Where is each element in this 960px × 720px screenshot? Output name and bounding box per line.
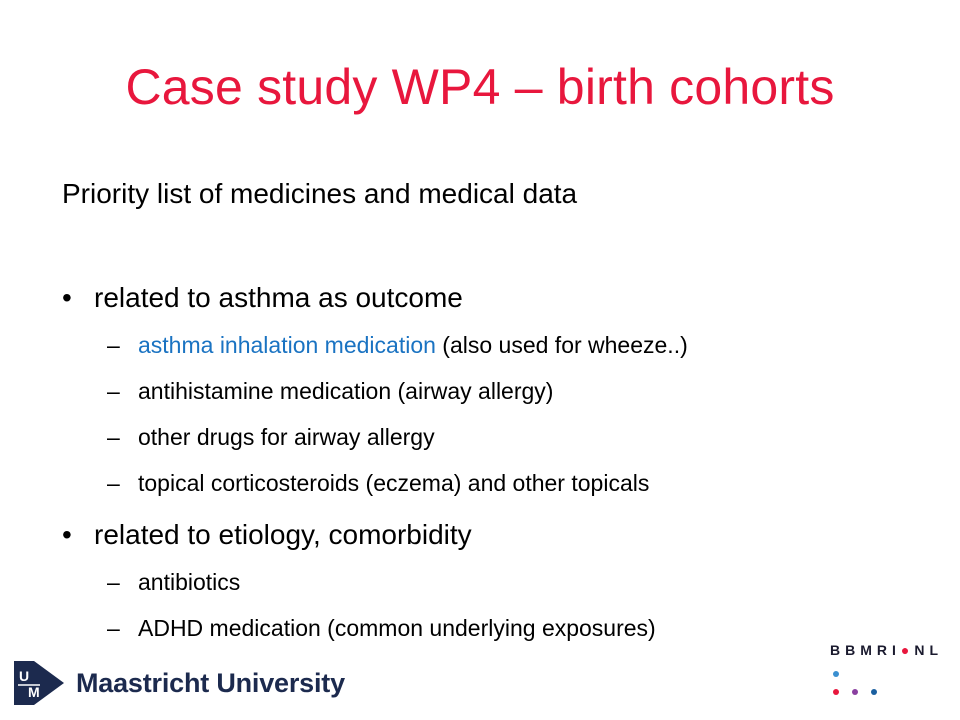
bbmri-separator-dot: ● bbox=[900, 642, 915, 658]
slide-subtitle: Priority list of medicines and medical data bbox=[62, 178, 578, 209]
subitem-asthma-inhalation bbox=[107, 332, 688, 359]
subitem-highlight: asthma inhalation medication bbox=[138, 332, 436, 358]
dash: – bbox=[107, 615, 120, 641]
subitem-adhd bbox=[107, 615, 656, 642]
subitem-antihistamine bbox=[107, 378, 553, 405]
bullet-text: related to asthma as outcome bbox=[94, 282, 463, 313]
dash: – bbox=[107, 424, 120, 450]
subitem-text: ADHD medication (common underlying exposures) bbox=[138, 615, 656, 641]
subitem-other-drugs bbox=[107, 424, 435, 451]
maastricht-university-logo bbox=[10, 655, 345, 711]
subitem-text: topical corticosteroids (eczema) and other topicals bbox=[138, 470, 650, 496]
bbmri-right-text: NL bbox=[914, 642, 944, 658]
slide-title: Case study WP4 – birth cohorts bbox=[125, 59, 835, 115]
bullet-dot: • bbox=[62, 282, 72, 313]
university-name: Maastricht University bbox=[76, 667, 345, 698]
subitem-text: other drugs for airway allergy bbox=[138, 424, 435, 450]
dash: – bbox=[107, 569, 120, 595]
bullet-asthma-outcome bbox=[62, 282, 463, 314]
subitem-antibiotics bbox=[107, 569, 240, 596]
dash: – bbox=[107, 470, 120, 496]
bullet-etiology bbox=[62, 519, 472, 551]
bullet-dot: • bbox=[62, 519, 72, 550]
subitem-topical-corticosteroids bbox=[107, 470, 649, 497]
subitem-text: antihistamine medication (airway allergy) bbox=[138, 378, 554, 404]
um-emblem-icon bbox=[10, 655, 68, 711]
svg-text:U: U bbox=[19, 668, 30, 684]
bbmri-nl-logo bbox=[830, 642, 950, 720]
dash: – bbox=[107, 332, 120, 358]
subitem-text: (also used for wheeze..) bbox=[435, 332, 688, 358]
dash: – bbox=[107, 378, 120, 404]
bbmri-dots-icon bbox=[830, 642, 950, 720]
bbmri-left-text: BBMRI bbox=[830, 642, 901, 658]
svg-text:M: M bbox=[28, 684, 40, 700]
bullet-text: related to etiology, comorbidity bbox=[94, 519, 472, 550]
subitem-text: antibiotics bbox=[138, 569, 241, 595]
